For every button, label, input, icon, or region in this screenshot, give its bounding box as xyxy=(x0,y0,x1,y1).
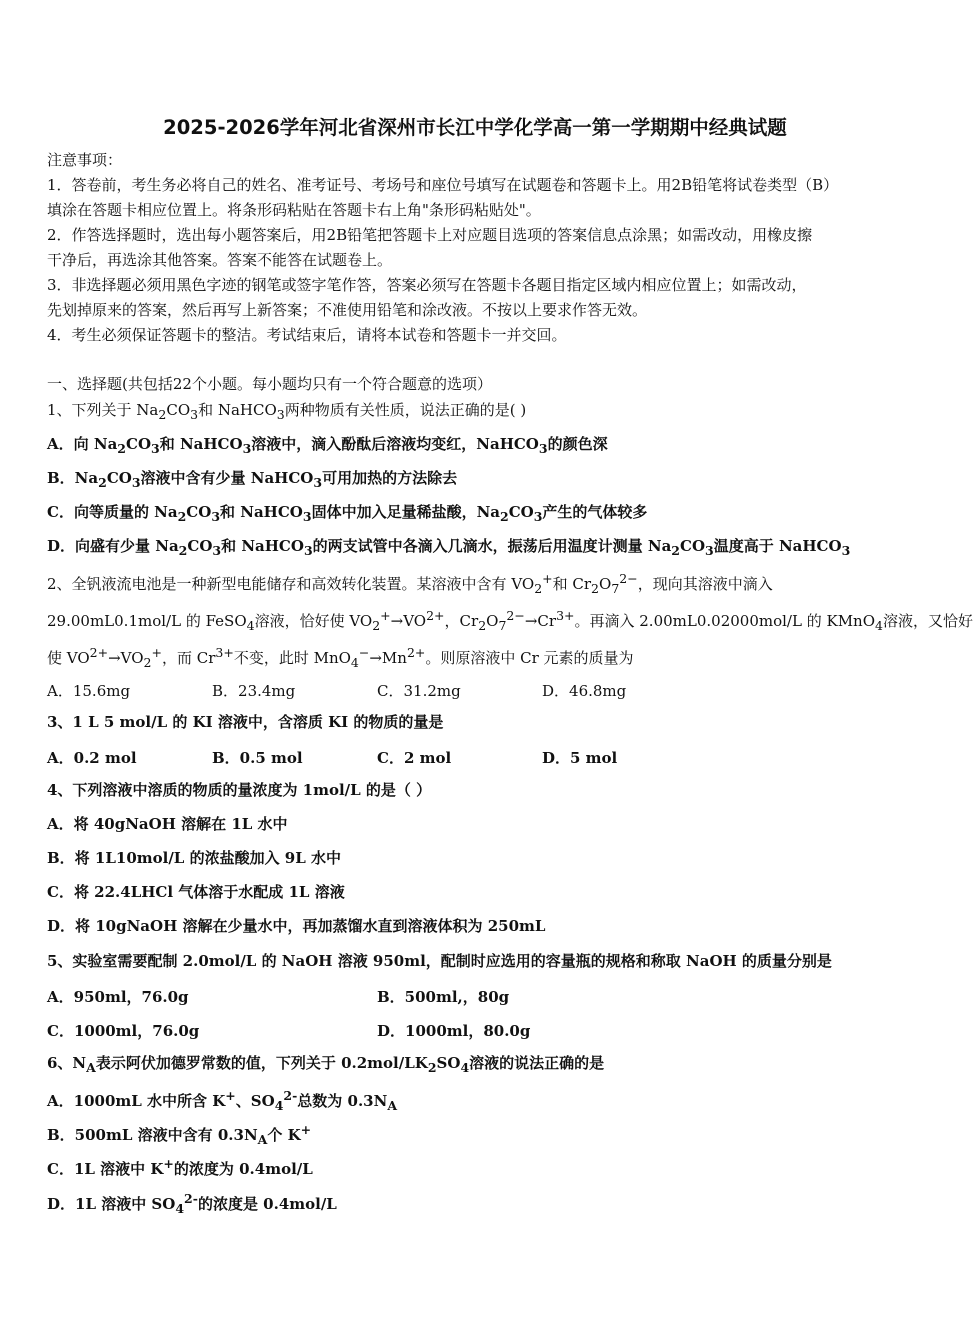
notes-line: 干净后，再选涂其他答案。答案不能答在试题卷上。 xyxy=(47,251,393,269)
question-6-stem: 6、$N_A$表示阿伏加德罗常数的值，下列关于 $0.2mol/LK_2SO_4$溶液的说法正确的是 xyxy=(47,1054,605,1075)
question-2-stem-line-1: 2、全钒液流电池是一种新型电能储存和高效转化装置。某溶液中含有 $VO_2^+$和 $Cr_2O_7^{2-}$，现向其溶液中滴入 xyxy=(47,571,773,596)
question-1-option-a: A．向 $Na_2CO_3$和 NaHCO$_3$溶液中，滴入酚酞后溶液均变红，NaHCO$_3$的颜色深 xyxy=(47,435,608,456)
question-2-stem-line-2: 29.00mL0.1mol/L 的 FeSO$_4$溶液，恰好使 $VO_2^+\to VO^{2+}$，$Cr_2O_7^{2-}\to Cr^{3+}$。再滴入 2.00mL0.02000mol/L 的 KMnO$_4$溶液，又恰好 xyxy=(47,608,973,633)
question-5-option-a: A．950ml，76.0g xyxy=(47,988,189,1006)
question-6-option-b: B．500mL 溶液中含有 $0.3N_A$个 K+ xyxy=(47,1122,312,1147)
question-4-option-a: A．将 40gNaOH 溶解在 1L 水中 xyxy=(47,815,288,833)
section-heading: 一、选择题(共包括22个小题。每小题均只有一个符合题意的选项） xyxy=(47,375,492,393)
notes-line: 先划掉原来的答案，然后再写上新答案；不准使用铅笔和涂改液。不按以上要求作答无效。 xyxy=(47,301,648,319)
notes-line: 1．答卷前，考生务必将自己的姓名、准考证号、考场号和座位号填写在试题卷和答题卡上。用2B铅笔将试卷类型（B） xyxy=(47,176,839,194)
question-4-option-d: D．将 10gNaOH 溶解在少量水中，再加蒸馏水直到溶液体积为 250mL xyxy=(47,917,546,935)
question-5-option-c: C．1000ml，76.0g xyxy=(47,1022,200,1040)
question-3-option-c: C．2 mol xyxy=(377,749,452,767)
notes-line: 4．考生必须保证答题卡的整洁。考试结束后，请将本试卷和答题卡一并交回。 xyxy=(47,326,567,344)
question-2-option-c: C．31.2mg xyxy=(377,682,461,700)
question-5-stem: 5、实验室需要配制 2.0mol/L 的 NaOH 溶液 950ml，配制时应选用的容量瓶的规格和称取 NaOH 的质量分别是 xyxy=(47,952,832,970)
page-title: 2025-2026学年河北省深州市长江中学化学高一第一学期期中经典试题 xyxy=(163,116,787,139)
notes-line: 3．非选择题必须用黑色字迹的钢笔或签字笔作答，答案必须写在答题卡各题目指定区域内相应位置上；如需改动， xyxy=(47,276,807,294)
question-5-option-d: D．1000ml，80.0g xyxy=(377,1022,531,1040)
question-5-option-b: B．500ml,，80g xyxy=(377,988,510,1006)
question-6-option-a: A．1000mL 水中所含 K+、$SO_4^{2-}$总数为 $0.3N_A$ xyxy=(47,1088,398,1113)
question-6-option-d: D．1L 溶液中 $SO_4^{2-}$的浓度是 0.4mol/L xyxy=(47,1191,337,1216)
question-3-option-d: D．5 mol xyxy=(542,749,618,767)
notes-line: 填涂在答题卡相应位置上。将条形码粘贴在答题卡右上角"条形码粘贴处"。 xyxy=(47,201,541,219)
question-3-option-b: B．0.5 mol xyxy=(212,749,303,767)
question-3-stem: 3、1 L 5 mol/L 的 KI 溶液中，含溶质 KI 的物质的量是 xyxy=(47,713,444,731)
question-6-option-c: C．1L 溶液中 K+的浓度为 0.4mol/L xyxy=(47,1156,313,1178)
question-4-option-c: C．将 22.4LHCl 气体溶于水配成 1L 溶液 xyxy=(47,883,345,901)
question-3-option-a: A．0.2 mol xyxy=(47,749,137,767)
question-1-option-d: D．向盛有少量 $Na_2CO_3$和 NaHCO$_3$的两支试管中各滴入几滴水，振荡后用温度计测量 $Na_2CO_3$温度高于 NaHCO$_3$ xyxy=(47,537,851,558)
question-2-option-b: B．23.4mg xyxy=(212,682,296,700)
question-2-option-d: D．46.8mg xyxy=(542,682,627,700)
question-1-option-b: B．$Na_2CO_3$溶液中含有少量 NaHCO$_3$可用加热的方法除去 xyxy=(47,469,458,490)
question-4-stem: 4、下列溶液中溶质的物质的量浓度为 1mol/L 的是（ ） xyxy=(47,781,432,799)
question-2-stem-line-3: 使 $VO^{2+}\to VO_2^+$，而 $Cr^{3+}$不变，此时 $MnO_4^-\to Mn^{2+}$。则原溶液中 Cr 元素的质量为 xyxy=(47,645,634,670)
question-1-stem: 1、下列关于 $Na_2CO_3$和 NaHCO$_3$两种物质有关性质，说法正确的是( ) xyxy=(47,401,527,422)
notes-line: 2．作答选择题时，选出每小题答案后，用2B铅笔把答题卡上对应题目选项的答案信息点涂黑；如需改动，用橡皮擦 xyxy=(47,226,813,244)
notes-heading: 注意事项： xyxy=(47,151,123,169)
question-2-option-a: A．15.6mg xyxy=(47,682,131,700)
question-4-option-b: B．将 1L10mol/L 的浓盐酸加入 9L 水中 xyxy=(47,849,342,867)
question-1-option-c: C．向等质量的 $Na_2CO_3$和 NaHCO$_3$固体中加入足量稀盐酸，$Na_2CO_3$产生的气体较多 xyxy=(47,503,648,524)
